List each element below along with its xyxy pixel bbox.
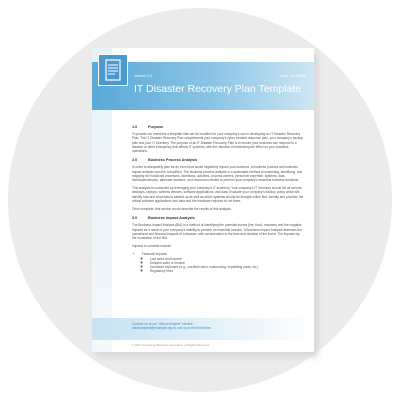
document-body bbox=[132, 120, 304, 276]
section-heading-purpose bbox=[132, 125, 304, 129]
section-number: 3.0 bbox=[132, 216, 138, 221]
paragraph: Impacts to consider include: bbox=[132, 244, 172, 249]
footer-line: Contact us at our "Ask-an-Expert" service: bbox=[132, 322, 194, 326]
paragraph: This analysis is conducted by leveraging your company's IT inventory. Your company's IT inventory should list all servers, desktops, laptops, wireless devices, software applications, and data. Evaluate your company's backup policy which will identify how and what data is backed up as well as which systems should be brought online first. Identify and prioritize the critical software applications and data and the hardware required to run them. bbox=[132, 186, 304, 203]
section-title: Business Process Analysis bbox=[148, 158, 198, 163]
section-heading-business-impact bbox=[132, 216, 304, 220]
version-label: Version 1.0 bbox=[134, 74, 152, 78]
document-page bbox=[92, 48, 314, 352]
document-title: IT Disaster Recovery Plan Template bbox=[134, 83, 302, 95]
list-item: ◦ Delayed sales or income bbox=[150, 261, 304, 265]
sub-bullet-list bbox=[142, 257, 304, 274]
paragraph: Once complete, this section would describe the results of this analysis. bbox=[132, 207, 232, 212]
section-title: Purpose bbox=[148, 125, 164, 129]
footer-line: asktheexpert@example.org or call us at the link below bbox=[132, 326, 212, 331]
list-item-label: Financial Impacts bbox=[142, 252, 167, 257]
document-icon bbox=[98, 54, 128, 86]
list-item bbox=[142, 252, 304, 273]
list-item: ◦ Regulatory fines bbox=[150, 269, 304, 273]
bullet-list bbox=[132, 252, 304, 273]
section-heading-business-process bbox=[132, 158, 304, 162]
date-label: Date: 10/1/2019 bbox=[280, 74, 306, 78]
section-number: 2.0 bbox=[132, 158, 138, 163]
list-item: ◦ Increased expenses (e.g., overtime labor, outsourcing, expediting costs, etc.) bbox=[150, 265, 304, 269]
paragraph: To provide our members a template that can be modified for your company's use in developing an IT Disaster Recovery Plan. The IT Disaster Recovery Plan complements your company's cyber incident response plan, your company's backup plan and your IT inventory. The purpose of an IT Disaster Recovery Plan is to ensure your business can respond to a disaster or other emergency that affects IT systems, with the intention of minimizing the effect on your business operations. bbox=[132, 132, 304, 154]
footer-contact bbox=[132, 322, 211, 331]
paragraph: In order to adequately plan for an event that would negatively impact your business, a business process and business impact analysis must be completed. The business process analysis is a systematic method of examining, identifying, and mapping the functional processes, workflows, activities, process owners, personnel expertise, systems, data, interdependencies, alternate locations, and resources needed to perform your company's essential business functions. bbox=[132, 165, 303, 183]
copyright-notice: © 2019 Technology Business Association. All Rights Reserved. bbox=[132, 343, 210, 347]
paragraph: The Business Impact Analysis (BIA) is a method of identifying the potential events (fire, flood, malware) and the negative impacts as a result of your company's inability to perform an essential function. A Business Impact Analysis assesses the operational and financial impacts of a disaster, with consideration to the time and duration of the event. The impacts lay the foundation of the BIA. bbox=[132, 223, 302, 241]
section-title: Business Impact Analysis bbox=[148, 216, 195, 221]
section-number: 1.0 bbox=[132, 125, 138, 129]
list-item: ◦ Lost sales and income bbox=[150, 257, 304, 261]
